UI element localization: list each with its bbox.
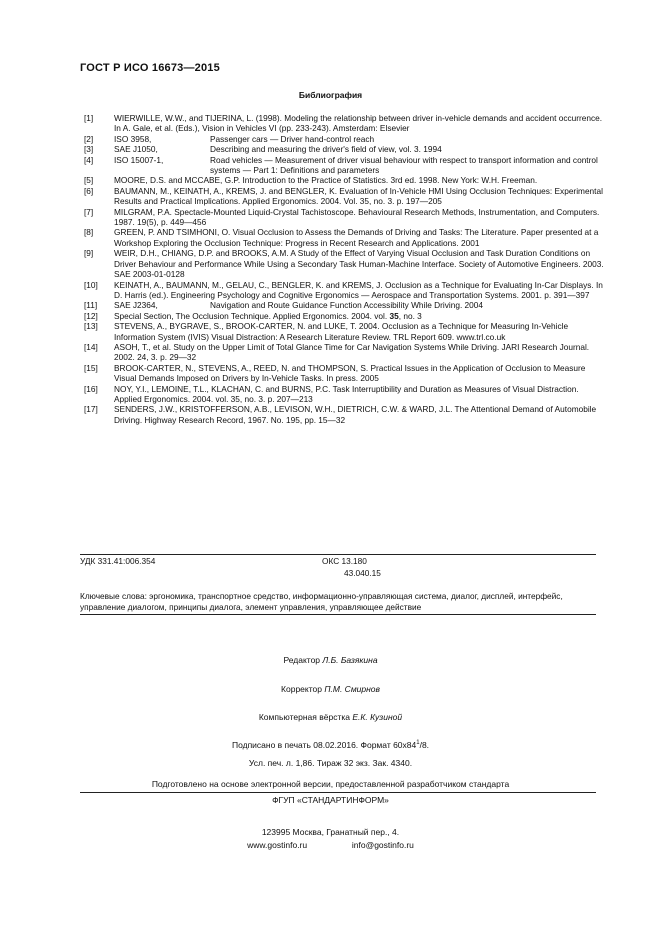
reference-number: [12] xyxy=(84,310,98,321)
reference-text: KEINATH, A., BAUMANN, M., GELAU, C., BENGLER, K. and KREMS, J. Occlusion as a Technique for Evaluating In-Car Displays. In D. Harris (ed.). Engineering Psychology and Cognitive Ergonomics — Aerospace and Transportation Systems. 2001. p. 391—397 xyxy=(114,279,603,300)
contact-line xyxy=(0,840,661,850)
udk-code: УДК 331.41:006.354 xyxy=(80,556,156,566)
signed-text: Подписано в печать 08.02.2016. Формат 60x84 xyxy=(231,740,417,750)
reference-6 xyxy=(84,186,604,207)
email-link[interactable]: info@gostinfo.ru xyxy=(351,840,414,850)
corrector-name: П.М. Смирнов xyxy=(324,684,380,694)
reference-2 xyxy=(84,134,604,144)
reference-12 xyxy=(84,311,604,321)
oks-code-2: 43.040.15 xyxy=(344,568,381,578)
reference-text: Road vehicles — Measurement of driver visual behaviour with respect to transport information and control systems — Part 1: Definitions and parameters xyxy=(210,154,598,176)
reference-number: [16] xyxy=(84,383,98,394)
layout-label: Компьютерная вёрстка xyxy=(258,712,350,722)
reference-14 xyxy=(84,342,604,363)
bibliography-list xyxy=(84,113,604,425)
reference-10 xyxy=(84,280,604,301)
reference-17 xyxy=(84,404,604,425)
reference-1 xyxy=(84,113,604,134)
reference-number: [13] xyxy=(84,321,98,332)
reference-text-part: Special Section, The Occlusion Technique. Applied Ergonomics. 2004. vol. xyxy=(114,310,390,321)
divider-publisher xyxy=(80,792,596,793)
reference-number: [1] xyxy=(84,113,94,123)
editor-line xyxy=(0,655,661,665)
reference-text: SENDERS, J.W., KRISTOFFERSON, A.B., LEVISON, W.H., DIETRICH, C.W. & WARD, J.L. The Attentional Demand of Automobile Driving. Highway Research Record, 1967. No. 195, pp. 15—32 xyxy=(114,404,597,425)
reference-3 xyxy=(84,144,604,154)
bibliography-title: Библиография xyxy=(298,90,363,100)
oks-code-1: ОКС 13.180 xyxy=(322,556,367,566)
reference-standard: ISO 15007-1, xyxy=(114,154,164,165)
reference-text: MOORE, D.S. and MCCABE, G.P. Introduction to the Practice of Statistics. 3rd ed. 1998. New York: W.H. Freeman. xyxy=(114,175,538,186)
reference-number: [11] xyxy=(84,300,98,311)
reference-text: NOY, Y.I., LEMOINE, T.L., KLACHAN, C. and BURNS, P.C. Task Interruptibility and Duration as Measures of Visual Distraction. Applied Ergonomics. 2004. vol. 35, no. 3. p. 207—213 xyxy=(114,383,579,404)
reference-5 xyxy=(84,175,604,185)
reference-9 xyxy=(84,248,604,279)
publisher-address: 123995 Москва, Гранатный пер., 4. xyxy=(261,827,400,837)
layout-name: Е.К. Кузиной xyxy=(352,712,403,722)
corrector-line xyxy=(0,684,661,694)
reference-number: [3] xyxy=(84,144,94,155)
keywords-text: Ключевые слова: эргономика, транспортное средство, информационно-управляющая система, диалог, дисплей, интерфейс, управление диалогом, принципы диалога, элемент управления, управляющее действие xyxy=(80,591,563,612)
reference-13 xyxy=(84,321,604,342)
reference-number: [5] xyxy=(84,175,94,186)
reference-16 xyxy=(84,384,604,405)
reference-text: WIERWILLE, W.W., and TIJERINA, L. (1998). Modeling the relationship between driver in-vehicle demands and accident occurrence. In A. Gale, et al. (Eds.), Vision in Vehicles VI (pp. 233-243). Amsterdam: Elsevier xyxy=(114,113,603,134)
format-fraction-denominator: /8. xyxy=(419,740,430,750)
reference-number: [17] xyxy=(84,404,98,415)
reference-11 xyxy=(84,300,604,310)
reference-number: [9] xyxy=(84,248,94,259)
format-fraction-numerator: 1 xyxy=(416,740,420,747)
reference-8 xyxy=(84,227,604,248)
reference-number: [15] xyxy=(84,362,98,373)
reference-text: WEIR, D.H., CHIANG, D.P. and BROOKS, A.M. A Study of the Effect of Varying Visual Occlusion and Task Duration Conditions on Driver Behaviour and Performance While Using a Secondary Task Human-Machine Interface. Society of Automotive Engineers. 2003. SAE 2003-01-0128 xyxy=(114,248,604,280)
reference-text: MILGRAM, P.A. Spectacle-Mounted Liquid-Crystal Tachistoscope. Behavioural Research Methods, Instrumentation, and Computers. 1987. 19(5), p. 449—456 xyxy=(114,206,600,228)
reference-number: [10] xyxy=(84,279,98,290)
reference-number: [4] xyxy=(84,154,94,165)
reference-number: [6] xyxy=(84,185,94,196)
reference-4 xyxy=(84,155,604,176)
print-info: Усл. печ. л. 1,86. Тираж 32 экз. Зак. 4340. xyxy=(248,758,413,768)
reference-text: BROOK-CARTER, N., STEVENS, A., REED, N. and THOMPSON, S. Practical Issues in the Application of Occlusion to Measure Visual Demands Imposed on Drivers by In-Vehicle Tasks. In press. 2005 xyxy=(114,362,586,384)
document-code: ГОСТ Р ИСО 16673—2015 xyxy=(80,62,220,74)
corrector-label: Корректор xyxy=(281,684,322,694)
reference-number: [7] xyxy=(84,206,94,217)
reference-standard: SAE J2364, xyxy=(114,300,158,311)
reference-number: [8] xyxy=(84,227,94,238)
website-link[interactable]: www.gostinfo.ru xyxy=(247,840,308,850)
reference-standard: SAE J1050, xyxy=(114,144,158,155)
publisher-name: ФГУП «СТАНДАРТИНФОРМ» xyxy=(272,795,389,805)
signed-line xyxy=(0,740,661,750)
reference-text: STEVENS, A., BYGRAVE, S., BROOK-CARTER, N. and LUKE, T. 2004. Occlusion as a Technique for Measuring In-Vehicle Information System (IVIS) Visual Distraction: A Research Literature Review. TRL Report 609. www.trl.co.uk xyxy=(114,321,569,342)
reference-number: [14] xyxy=(84,341,98,352)
divider-top xyxy=(80,554,596,555)
reference-text: BAUMANN, M., KEINATH, A., KREMS, J. and BENGLER, K. Evaluation of In-Vehicle HMI Using Occlusion Techniques: Experimental Results and Practical Implications. Applied Ergonomics. 2004. Vol. 35, no. 3. p. 197—205 xyxy=(114,185,603,207)
reference-7 xyxy=(84,207,604,228)
reference-standard: ISO 3958, xyxy=(114,133,152,144)
reference-text: GREEN, P. AND TSIMHONI, O. Visual Occlusion to Assess the Demands of Driving and Tasks: The Literature. Paper presented at a Workshop Exploring the Occlusion Technique: Progress in Recent Research and Applications. 2001 xyxy=(114,227,599,248)
reference-15 xyxy=(84,363,604,384)
reference-number: [2] xyxy=(84,133,94,144)
reference-text: ASOH, T., et al. Study on the Upper Limit of Total Glance Time for Car Navigation Systems While Driving. JARI Research Journal. 2002. 24, 3. p. 29—32 xyxy=(114,341,590,363)
layout-line xyxy=(0,712,661,722)
editor-label: Редактор xyxy=(283,655,321,665)
prepared-note: Подготовлено на основе электронной версии, предоставленной разработчиком стандарта xyxy=(151,779,510,789)
reference-text: Navigation and Route Guidance Function Accessibility While Driving. 2004 xyxy=(210,300,484,311)
divider-keywords xyxy=(80,614,596,615)
reference-text: Passenger cars — Driver hand-control reach xyxy=(210,133,375,144)
reference-volume-bold: 35 xyxy=(389,310,399,321)
reference-text xyxy=(114,311,604,321)
editor-name: Л.Б. Базякина xyxy=(322,655,378,665)
reference-text: Describing and measuring the driver's field of view, vol. 3. 1994 xyxy=(210,144,442,155)
reference-text-part: , no. 3 xyxy=(398,310,422,321)
